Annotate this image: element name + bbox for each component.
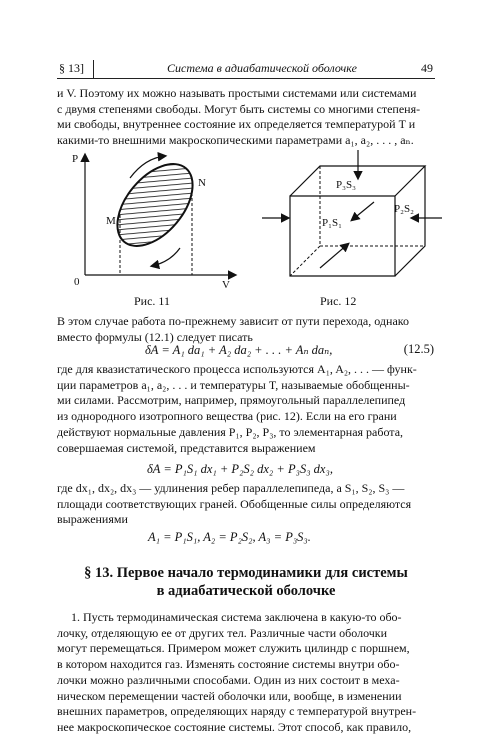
paragraph-2	[57, 362, 435, 456]
box-front	[290, 196, 395, 276]
text-line: внешних параметров, определяющих наряду с температурой внутрен-	[57, 704, 417, 719]
equation-number: (12.5)	[403, 342, 434, 356]
text-line: действуют нормальные давления P₁, P₂, P₃, то элементарная работа,	[57, 424, 404, 439]
arrow-front	[320, 244, 348, 268]
heading-line: § 13. Первое начало термодинамики для системы	[84, 565, 408, 581]
equation-12-5: δA = A₁ da₁ + A₂ da₂ + . . . + Aₙ daₙ,	[145, 343, 333, 357]
header-section: § 13]	[59, 61, 84, 75]
text-line: могут перемещаться. Примером может служить цилиндр с поршнем,	[57, 641, 410, 656]
text-line: нее макроскопическое состояние системы. Этот способ, как правило,	[57, 719, 412, 734]
equation-work: δA = P₁S₁ dx₁ + P₂S₂ dx₂ + P₃S₃ dx₃,	[147, 462, 333, 476]
text-line: где для квазистатического процесса используются A₁, A₂, . . . — функ-	[57, 362, 417, 376]
text-line: вместо формулы (12.1) следует писать	[57, 329, 253, 344]
header-running-title: Система в адиабатической оболочке	[167, 61, 357, 75]
figure-12	[262, 148, 442, 298]
text-line: и V. Поэтому их можно называть простыми системами или системами	[57, 86, 417, 100]
page-number: 49	[421, 61, 433, 75]
axis-label-p: P	[72, 153, 79, 165]
heading-line: в адиабатической оболочке	[156, 583, 336, 599]
box-right	[395, 166, 425, 276]
paragraph-1	[57, 314, 435, 345]
figure-11	[70, 150, 240, 300]
text-line: 1. Пусть термодинамическая система заключена в какую-то обо-	[71, 610, 402, 624]
axis-label-v: V	[222, 279, 230, 291]
text-line: ническом перемещении частей оболочки или, вообще, в изменении	[57, 688, 402, 703]
arrow-front-back	[352, 202, 374, 220]
text-line: ми силами. Рассмотрим, например, прямоугольный параллелепипед	[57, 393, 406, 408]
text-line: совершаемая системой, представится выражением	[57, 440, 316, 455]
equation-generalized-forces: A₁ = P₁S₁, A₂ = P₂S₂, A₃ = P₃S₃.	[148, 530, 311, 544]
text-line: выражениями	[57, 512, 128, 527]
label-p2s2: P₂S₂	[394, 203, 414, 215]
figure-12-caption: Рис. 12	[320, 294, 357, 308]
text-line: в котором находится газ. Изменять состояние системы внутри обо-	[57, 657, 400, 672]
label-p3s3: P₃S₃	[336, 179, 356, 191]
text-line: из однородного изотропного вещества (рис. 12). Если на его грани	[57, 409, 397, 424]
text-line: В этом случае работа по-прежнему зависит от пути перехода, однако	[57, 314, 409, 328]
intro-paragraph	[57, 86, 435, 149]
running-header	[57, 60, 435, 79]
origin-label: 0	[74, 276, 80, 288]
header-divider	[93, 60, 94, 78]
label-p1s1: P₁S₁	[322, 217, 342, 229]
text-line: ции параметров a₁, a₂, . . . и температуры T, называемые обобщенны-	[57, 377, 410, 392]
paragraph-3	[57, 481, 435, 528]
point-m-label: M	[106, 215, 116, 227]
box-hidden-edge	[290, 246, 320, 276]
text-line: с двумя степенями свободы. Могут быть системы со многими степеня-	[57, 101, 421, 116]
text-line: лочку, отделяющую ее от других тел. Различные части оболочки	[57, 625, 388, 640]
text-line: площади соответствующих граней. Обобщенные силы определяются	[57, 496, 412, 511]
point-n-label: N	[198, 177, 206, 189]
direction-arrow-bottom	[152, 248, 180, 266]
text-line: где dx₁, dx₂, dx₃ — удлинения ребер параллелепипеда, а S₁, S₂, S₃ —	[57, 481, 405, 495]
figure-11-caption: Рис. 11	[134, 294, 170, 308]
text-line: лочки можно различными способами. Один из них состоит в меха-	[57, 672, 400, 687]
text-line: ми свободы, внутреннее состояние их определяется температурой T и	[57, 117, 416, 132]
paragraph-4	[57, 610, 435, 736]
text-line: какими-то внешними макроскопическими параметрами a₁, a₂, . . . , aₙ.	[57, 133, 414, 148]
section-heading	[57, 564, 435, 600]
